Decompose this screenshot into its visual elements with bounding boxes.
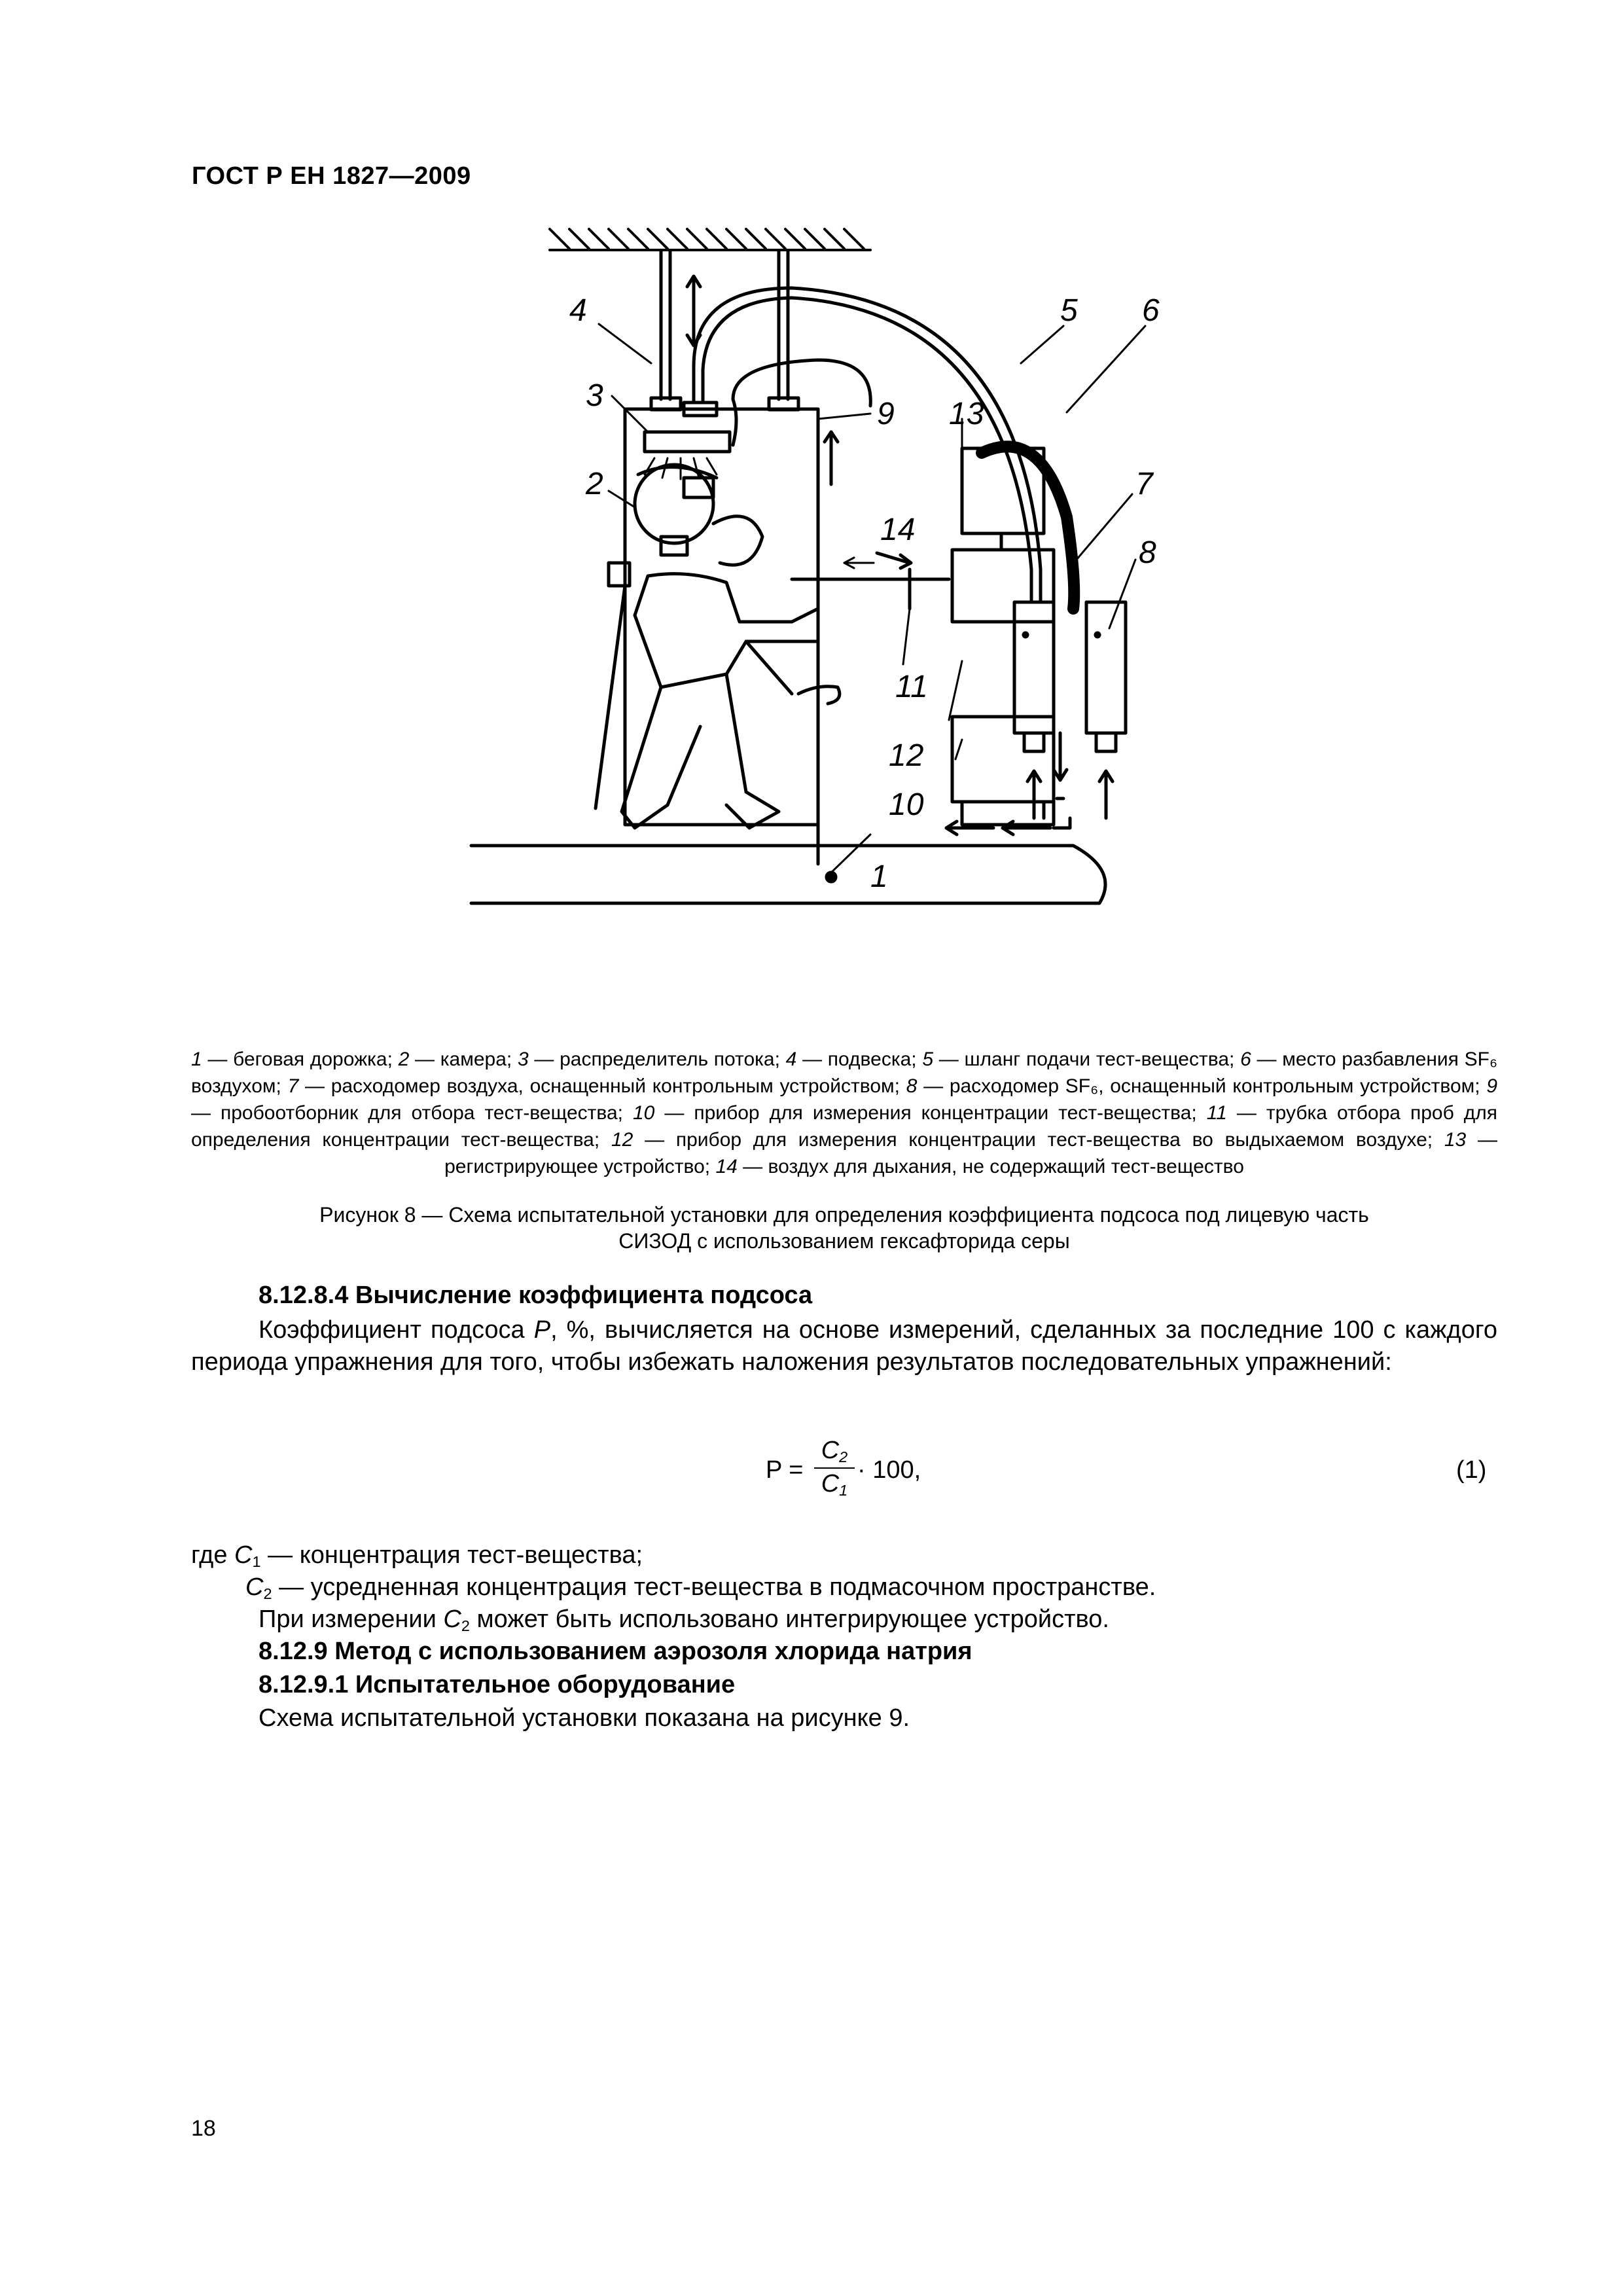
- callout-10: 10: [889, 787, 924, 822]
- where-c2: $C_2$ — усредненная концентрация тест-вещества в подмасочном пространстве.: [245, 1573, 1156, 1602]
- legend-item: 9 — пробоотборник для отбора тест-вещества;: [191, 1075, 1498, 1124]
- legend-item: 1 — беговая дорожка;: [191, 1049, 393, 1070]
- legend-item: 14 — воздух для дыхания, не содержащий тест-вещество: [715, 1156, 1244, 1177]
- legend-item: 3 — распределитель потока;: [517, 1049, 780, 1070]
- callout-5: 5: [1060, 293, 1078, 328]
- test-setup-figure: [452, 216, 1309, 1054]
- instruments: [792, 448, 1070, 864]
- suspension: [651, 252, 798, 410]
- formula-lhs: P =: [766, 1456, 804, 1484]
- callout-13: 13: [949, 397, 984, 431]
- legend-item: 10 — прибор для измерения концентрации тест-вещества;: [633, 1102, 1197, 1124]
- callout-9: 9: [877, 397, 895, 431]
- treadmill: [471, 834, 1105, 903]
- figure-legend: [191, 1046, 1497, 1180]
- legend-item: 2 — камера;: [398, 1049, 512, 1070]
- callout-8: 8: [1139, 535, 1156, 570]
- legend-item: 12 — прибор для измерения концентрации тест-вещества во выдыхаемом воздухе;: [611, 1129, 1433, 1151]
- callout-11: 11: [895, 670, 928, 704]
- callout-2: 2: [586, 467, 603, 501]
- callout-1: 1: [870, 859, 888, 894]
- document-header: ГОСТ Р ЕН 1827—2009: [192, 162, 471, 190]
- legend-item: 7 — расходомер воздуха, оснащенный контрольным устройством;: [287, 1075, 900, 1097]
- callout-12: 12: [889, 738, 924, 773]
- figure-9-reference: Схема испытательной установки показана на рисунке 9.: [259, 1704, 910, 1732]
- caption-line-2: СИЗОД с использованием гексафторида серы: [618, 1229, 1070, 1253]
- callout-14: 14: [880, 512, 916, 547]
- flowmeters: [1014, 602, 1126, 818]
- section-heading-8-12-9-1: 8.12.9.1 Испытательное оборудование: [259, 1671, 736, 1698]
- legend-item: 8 — расходомер SF₆, оснащенный контрольным устройством;: [906, 1075, 1480, 1097]
- callout-6: 6: [1142, 293, 1160, 328]
- section-heading-8-12-9: 8.12.9 Метод с использованием аэрозоля хлорида натрия: [259, 1638, 972, 1665]
- equation-number: (1): [1456, 1456, 1487, 1484]
- callout-3: 3: [586, 378, 603, 413]
- section-heading-8-12-8-4: 8.12.8.4 Вычисление коэффициента подсоса: [259, 1282, 813, 1309]
- legend-item: 4 — подвеска;: [785, 1049, 917, 1070]
- paragraph-leak-coefficient: Коэффициент подсоса P, %, вычисляется на основе измерений, сделанных за последние 100 с каждого периода упражнения для того, чтобы избежать наложения результатов последовательных упражнений:: [191, 1316, 1497, 1376]
- formula-fraction: $C_2$ $C_1$: [814, 1437, 855, 1499]
- page-number: 18: [191, 2116, 216, 2141]
- callout-4: 4: [569, 293, 587, 328]
- legend-item: 5 — шланг подачи тест-вещества;: [922, 1049, 1235, 1070]
- callout-7: 7: [1135, 467, 1153, 501]
- legend-item: 6 — место разбавления SF₆ воздухом;: [191, 1049, 1498, 1097]
- ceiling: [550, 229, 870, 250]
- formula-1: [766, 1437, 975, 1509]
- caption-line-1: Рисунок 8 — Схема испытательной установки для определения коэффициента подсоса под лицевую часть: [319, 1203, 1369, 1227]
- formula-rhs: · 100,: [857, 1456, 921, 1484]
- legend-item: 11 — трубка отбора проб для определения концентрации тест-вещества;: [191, 1102, 1498, 1151]
- integrating-note: При измерении $C_2$ может быть использовано интегрирующее устройство.: [259, 1605, 1109, 1634]
- figure-caption: [191, 1202, 1497, 1254]
- person-figure: [596, 465, 840, 828]
- where-c1: где $C_1$ — концентрация тест-вещества;: [191, 1541, 643, 1570]
- legend-item: 13 — регистрирующее устройство;: [444, 1129, 1497, 1177]
